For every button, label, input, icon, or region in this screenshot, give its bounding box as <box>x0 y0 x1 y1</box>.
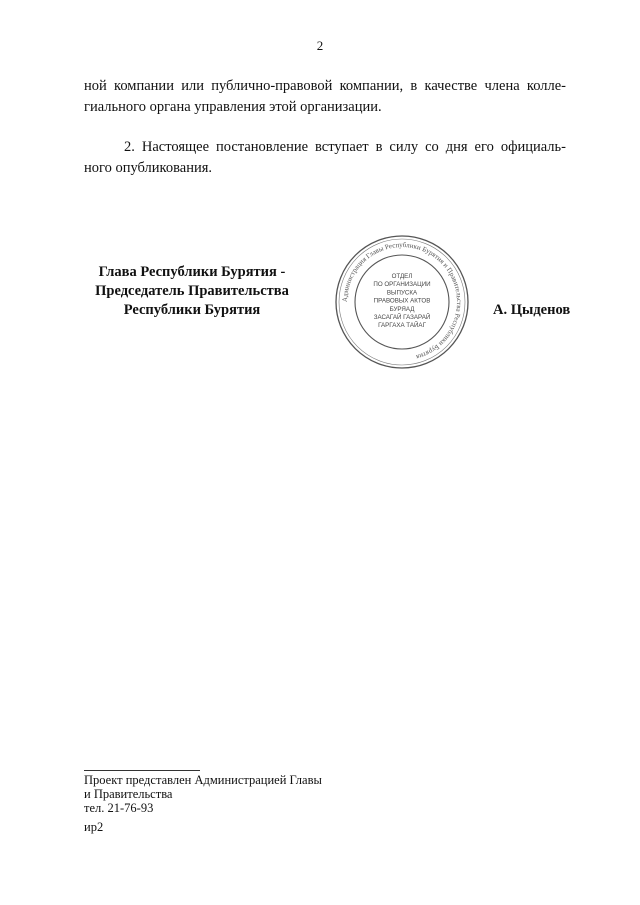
stamp-inner-line: ОТДЕЛ <box>391 273 413 280</box>
footnote-line: и Правительства <box>84 787 173 801</box>
stamp-inner-line: ЗАСАГАЙ ГАЗАРАЙ <box>373 314 431 321</box>
footnote <box>84 773 322 815</box>
paragraph-line: гиального органа управления этой организации. <box>84 99 382 115</box>
paragraph-line: ного опубликования. <box>84 160 213 176</box>
signatory-title <box>84 263 300 320</box>
stamp-inner-line: ПО ОРГАНИЗАЦИИ <box>373 281 431 289</box>
official-stamp <box>334 234 470 370</box>
stamp-inner-line: ПРАВОВЫХ АКТОВ <box>373 297 431 305</box>
stamp-inner-line: ГАРГАХА ТАЙАГ <box>378 322 426 330</box>
stamp-inner-line: БУРЯАД <box>389 305 415 313</box>
paragraph-line: ной компании или публично-правовой компании, в качестве члена колле- <box>84 78 566 94</box>
footnote-line: тел. 21-76-93 <box>84 801 154 815</box>
stamp-outer-text: Администрация Главы Республики Бурятия и Правительства Республики Бурятия <box>340 240 464 362</box>
paragraph-1 <box>84 76 566 118</box>
signatory-title-line: Председатель Правительства <box>95 283 289 299</box>
paragraph-2 <box>84 137 566 179</box>
footnote-divider <box>84 770 200 771</box>
footnote-line: Проект представлен Администрацией Главы <box>84 773 322 787</box>
paragraph-line: 2. Настоящее постановление вступает в силу со дня его официаль- <box>124 139 566 155</box>
signer-name: А. Цыденов <box>493 302 571 318</box>
page-number: 2 <box>316 38 324 53</box>
signatory-title-line: Республики Бурятия <box>123 302 261 318</box>
stamp-inner-line: ВЫПУСКА <box>386 289 418 297</box>
document-code: ир2 <box>84 820 104 834</box>
signatory-title-line: Глава Республики Бурятия - <box>98 264 286 280</box>
